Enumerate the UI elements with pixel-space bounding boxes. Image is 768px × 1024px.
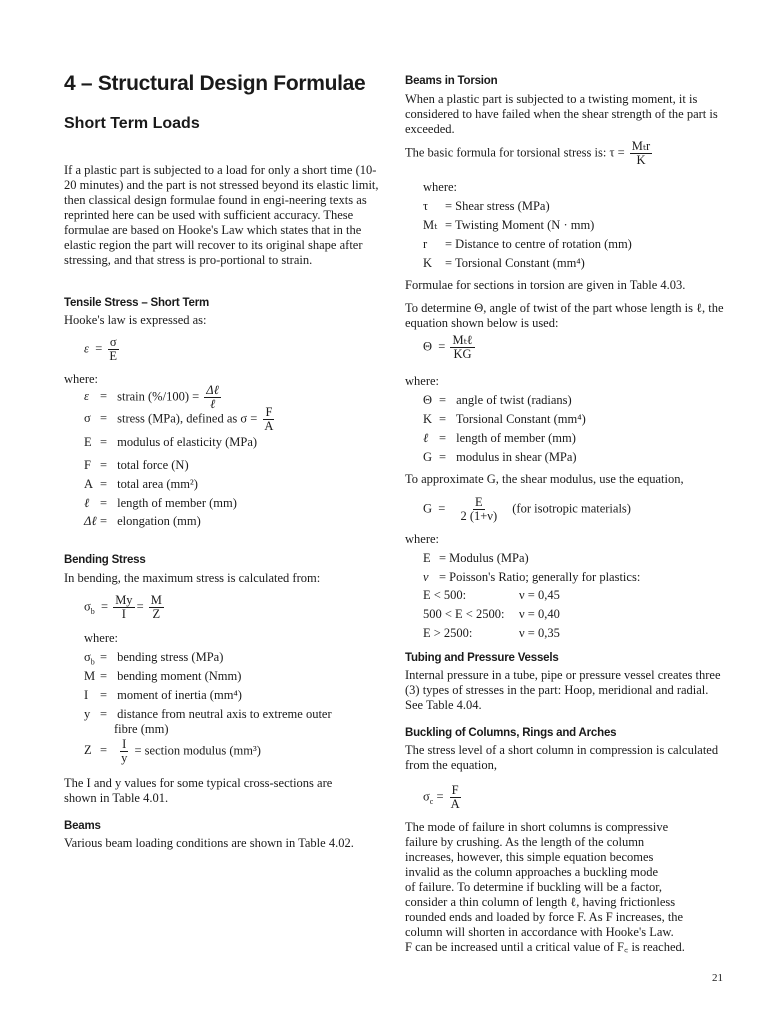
buckling-line: of failure. To determine if buckling will be a factor, bbox=[405, 880, 662, 894]
buckling-line: The mode of failure in short columns is compressive bbox=[405, 820, 669, 834]
page-number: 21 bbox=[712, 972, 723, 984]
torsion-heading: Beams in Torsion bbox=[405, 75, 498, 87]
buckling-line: column will shorten in accordance with Hooke's Law. bbox=[405, 925, 674, 939]
compression-equation: $\sigma_c$ = $\frac{F}{A}$ bbox=[423, 783, 460, 811]
bending-var-inertia: I = moment of inertia (mm⁴) bbox=[84, 688, 242, 702]
buckling-line: F can be increased until a critical value of F꜀ is reached. bbox=[405, 940, 685, 954]
bending-var-stress: $\sigma_b$ = bending stress (MPa) bbox=[84, 650, 224, 667]
bending-var-section-modulus: Z = $\frac{I}{y}$ = section modulus (mm³) bbox=[84, 737, 261, 765]
torsion-text: When a plastic part is subjected to a twisting moment, it is considered to have failed when the shear strength of the part is exceeded. bbox=[405, 92, 718, 136]
poisson-row: E < 500: ν = 0,45 bbox=[423, 588, 560, 602]
section-title: Short Term Loads bbox=[64, 115, 200, 132]
tensile-var-elongation: Δℓ = elongation (mm) bbox=[84, 514, 201, 528]
tubing-text: Internal pressure in a tube, pipe or pressure vessel creates three (3) types of stresses in the part: Hoop, meridional and radial. See Table 4.04. bbox=[405, 668, 721, 712]
tensile-heading: Tensile Stress – Short Term bbox=[64, 297, 210, 309]
buckling-line: consider a thin column of length ℓ, having frictionless bbox=[405, 895, 676, 909]
twist-intro: To determine Θ, angle of twist of the part whose length is ℓ, the equation shown below is used: bbox=[405, 301, 724, 330]
twist-where: where: bbox=[405, 374, 440, 388]
bending-where: where: bbox=[84, 631, 119, 645]
torsion-formulae-note: Formulae for sections in torsion are given in Table 4.03. bbox=[405, 278, 686, 292]
tubing-heading: Tubing and Pressure Vessels bbox=[405, 652, 559, 664]
tensile-var-force: F = total force (N) bbox=[84, 458, 189, 472]
page-title: 4 – Structural Design Formulae bbox=[64, 72, 366, 95]
tensile-lead: Hooke's law is expressed as: bbox=[64, 313, 207, 327]
twist-var-angle: Θ = angle of twist (radians) bbox=[423, 393, 572, 407]
bending-var-distance: y = distance from neutral axis to extreme outer bbox=[84, 707, 332, 721]
torsion-var-shear: τ = Shear stress (MPa) bbox=[423, 199, 550, 213]
torsion-basic-formula: The basic formula for torsional stress is: τ = $\frac{\text{Mₜr}}{K}$ bbox=[405, 139, 651, 167]
buckling-line: rounded ends and loaded by force F. As F increases, the bbox=[405, 910, 684, 924]
buckling-heading: Buckling of Columns, Rings and Arches bbox=[405, 727, 617, 739]
twist-var-shear-modulus: G = modulus in shear (MPa) bbox=[423, 450, 577, 464]
twist-var-constant: K = Torsional Constant (mm⁴) bbox=[423, 412, 586, 426]
intro-paragraph: If a plastic part is subjected to a load for only a short time (10-20 minutes) and the part is not stressed beyond its elastic limit, then classical design formulae found in engi-neering texts as reprinted here can be used with sufficient accuracy. These formulae are based on Hooke's Law which states that in the elastic region the part will recover to its original shape after stressing, and that stress is pro-portional to strain. bbox=[64, 163, 379, 267]
bending-var-moment: M = bending moment (Nmm) bbox=[84, 669, 242, 683]
hooke-equation: ε = $\frac{\sigma}{E}$ bbox=[84, 335, 118, 363]
poisson-row: E > 2500: ν = 0,35 bbox=[423, 626, 560, 640]
tensile-var-area: A = total area (mm²) bbox=[84, 477, 198, 491]
tensile-var-stress: σ = stress (MPa), defined as σ = $\frac{F}{A}$ bbox=[84, 405, 274, 433]
beams-text: Various beam loading conditions are shown in Table 4.02. bbox=[64, 836, 354, 850]
buckling-line: invalid as the column approaches a buckling mode bbox=[405, 865, 659, 879]
tensile-var-strain: ε = strain (%/100) = $\frac{\text{Δℓ}}{\text{ℓ}}$ bbox=[84, 383, 219, 411]
tensile-var-modulus: E = modulus of elasticity (MPa) bbox=[84, 435, 258, 449]
buckling-text: The stress level of a short column in compression is calculated from the equation, bbox=[405, 743, 719, 772]
torsion-where: where: bbox=[423, 180, 458, 194]
bending-equation: $\sigma_b$ = $\frac{My}{I}$ = $\frac{M}{Z}$ bbox=[84, 593, 162, 621]
torsion-var-distance: r = Distance to centre of rotation (mm) bbox=[423, 237, 632, 251]
shear-var-modulus: E = Modulus (MPa) bbox=[423, 551, 529, 565]
hooke-fraction: $\frac{\sigma}{E}$ bbox=[109, 335, 118, 363]
shear-var-poisson: ν = Poisson's Ratio; generally for plastics: bbox=[423, 570, 641, 584]
bending-note: The I and y values for some typical cross-sections are shown in Table 4.01. bbox=[64, 776, 333, 805]
buckling-line: increases, however, this simple equation becomes bbox=[405, 850, 654, 864]
shear-where: where: bbox=[405, 532, 440, 546]
tensile-where: where: bbox=[64, 372, 99, 386]
shear-modulus-equation: G = $\frac{E}{2 (1+\nu)}$ (for isotropic materials) bbox=[423, 495, 631, 523]
bending-heading: Bending Stress bbox=[64, 554, 146, 566]
torsion-var-moment: Mₜ = Twisting Moment (N · mm) bbox=[423, 218, 595, 232]
bending-lead: In bending, the maximum stress is calculated from: bbox=[64, 571, 321, 585]
beams-heading: Beams bbox=[64, 820, 101, 832]
tensile-var-length: ℓ = length of member (mm) bbox=[84, 496, 237, 510]
shear-approx-text: To approximate G, the shear modulus, use the equation, bbox=[405, 472, 684, 486]
twist-equation: Θ = $\frac{\text{Mₜℓ}}{KG}$ bbox=[423, 333, 473, 361]
bending-var-distance-cont: fibre (mm) bbox=[114, 722, 169, 736]
twist-var-length: ℓ = length of member (mm) bbox=[423, 431, 576, 445]
torsion-var-constant: K = Torsional Constant (mm⁴) bbox=[423, 256, 585, 270]
buckling-line: failure by crushing. As the length of the column bbox=[405, 835, 645, 849]
poisson-row: 500 < E < 2500: ν = 0,40 bbox=[423, 607, 560, 621]
